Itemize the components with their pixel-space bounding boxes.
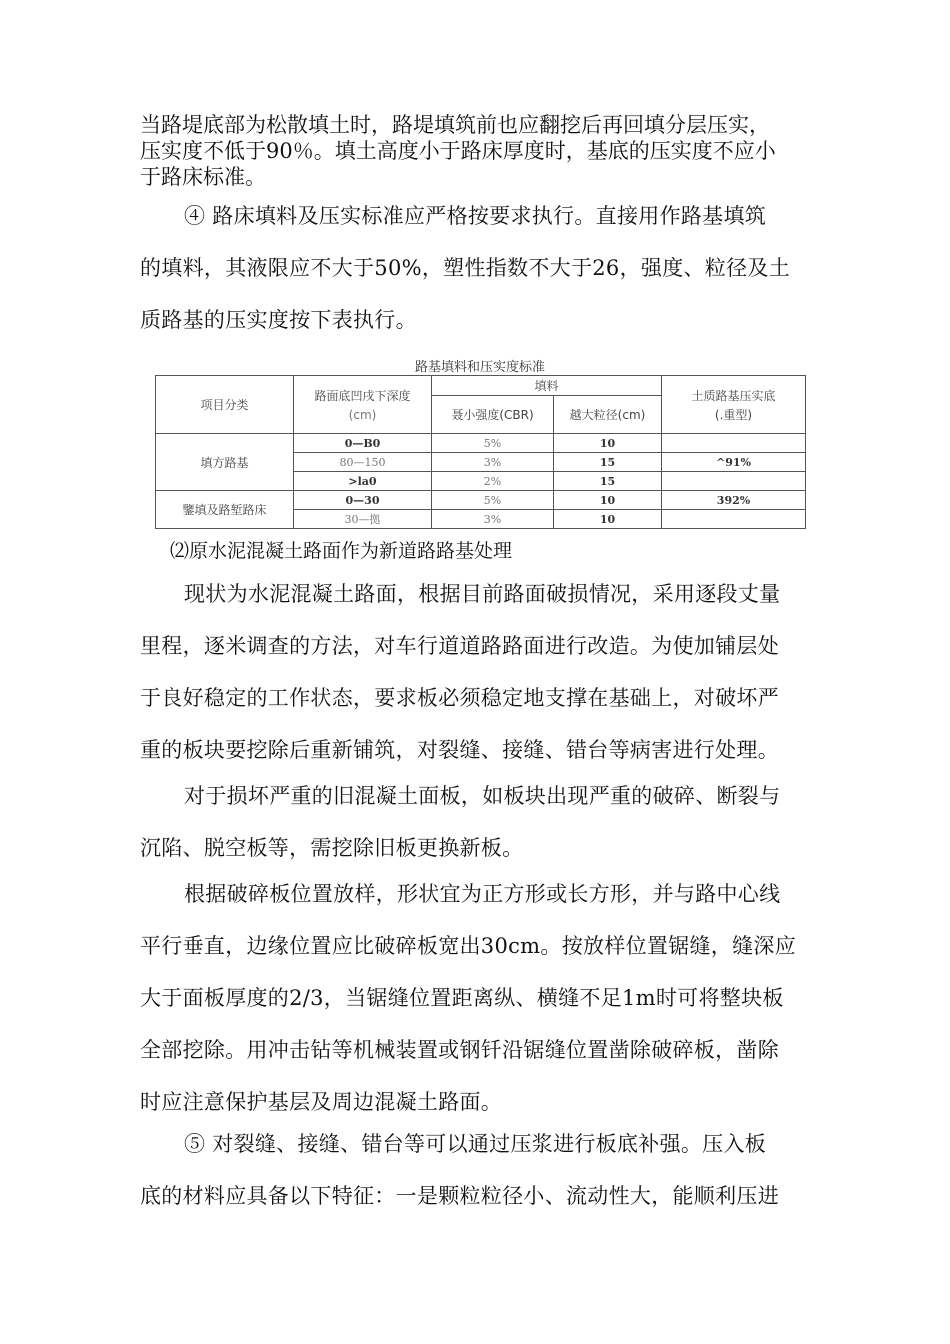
header-compaction-label: 土质路基压实底: [691, 388, 776, 403]
text-line: 重的板块要挖除后重新铺筑，对裂缝、接缝、错台等病害进行处理。: [140, 738, 779, 762]
paragraph-layout-cutting: [140, 868, 830, 1128]
cell-size: 10: [554, 491, 662, 510]
header-depth: [294, 376, 432, 434]
cell-size: 15: [554, 453, 662, 472]
paragraph-damaged-slabs: [140, 770, 830, 874]
cell-depth: 80—150: [294, 453, 432, 472]
cell-depth: 0—30: [294, 491, 432, 510]
cell-cbr: 3%: [432, 510, 554, 529]
cell-compaction: 392%: [662, 491, 806, 510]
group-name: 填方路基: [156, 434, 294, 491]
text-line: 的填料，其液限应不大于50%，塑性指数不大于26，强度、粒径及土: [140, 256, 790, 280]
text-line: 全部挖除。用冲击钻等机械装置或钢钎沿锯缝位置凿除破碎板，凿除: [140, 1038, 779, 1062]
cell-cbr: 2%: [432, 472, 554, 491]
group-name: 鑒填及路堑路床: [156, 491, 294, 529]
header-compaction-sub: (.重型): [714, 407, 753, 422]
table-row: [156, 434, 806, 453]
cell-size: 10: [554, 510, 662, 529]
cell-cbr: 5%: [432, 434, 554, 453]
text-line: 沉陷、脱空板等，需挖除旧板更换新板。: [140, 836, 524, 860]
header-fill: 填料: [432, 376, 662, 396]
cell-depth: 30—拠: [294, 510, 432, 529]
text-line: 根据破碎板位置放样，形状宜为正方形或长方形，并与路中心线: [184, 882, 781, 906]
text-line: 里程，逐米调查的方法，对车行道道路路面进行改造。为使加铺层处: [140, 634, 779, 658]
text-line: 于路床标准。: [140, 165, 266, 189]
header-depth-unit: (cm): [348, 408, 377, 422]
text-line: 底的材料应具备以下特征：一是颗粒粒径小、流动性大，能顺利压进: [140, 1184, 779, 1208]
text-line: 现状为水泥混凝土路面，根据目前路面破损情况，采用逐段丈量: [184, 582, 781, 606]
cell-size: 10: [554, 434, 662, 453]
paragraph-concrete-status: [140, 568, 830, 776]
cell-compaction-empty: [662, 472, 806, 491]
table-header-row: [156, 376, 806, 396]
text-line: 于良好稳定的工作状态，要求板必须稳定地支撑在基础上，对破坏严: [140, 686, 779, 710]
text-line: ⑤ 对裂缝、接缝、错台等可以通过压浆进行板底补强。压入板: [184, 1132, 767, 1156]
header-compaction: [662, 376, 806, 434]
cell-size: 15: [554, 472, 662, 491]
cell-depth: >la0: [294, 472, 432, 491]
text-line: 质路基的压实度按下表执行。: [140, 308, 417, 332]
header-size: 越大粒径(cm): [554, 396, 662, 434]
header-category: 项目分类: [156, 376, 294, 434]
header-depth-label: 路面底凹戌下深度: [314, 389, 411, 403]
text-line: 平行垂直，边缘位置应比破碎板宽出30cm。按放样位置锯缝，缝深应: [140, 934, 796, 958]
table-title: 路基填料和压实度标准: [414, 360, 545, 375]
paragraph-embankment-base: [140, 112, 830, 190]
text-line: 压实度不低于90％。填土高度小于路床厚度时，基底的压实度不应小: [140, 139, 776, 163]
cell-compaction: ^91%: [662, 453, 806, 472]
text-line: 对于损坏严重的旧混凝土面板，如板块出现严重的破碎、断裂与: [184, 784, 781, 808]
paragraph-grouting: [140, 1118, 830, 1222]
text-line: 当路堤底部为松散填土时，路堤填筑前也应翻挖后再回填分层压实，: [140, 113, 770, 137]
cell-compaction-empty: [662, 510, 806, 529]
cell-compaction-empty: [662, 434, 806, 453]
text-line: ④ 路床填料及压实标准应严格按要求执行。直接用作路基填筑: [184, 204, 767, 228]
compaction-standard-table: [155, 375, 806, 529]
text-line: 时应注意保护基层及周边混凝土路面。: [140, 1090, 503, 1114]
cell-depth: 0—B0: [294, 434, 432, 453]
text-line: 大于面板厚度的2/3，当锯缝位置距离纵、横缝不足1m时可将整块板: [140, 986, 784, 1010]
cell-cbr: 3%: [432, 453, 554, 472]
table-row: [156, 491, 806, 510]
paragraph-subgrade-fill: [140, 190, 830, 346]
section-subheading: ⑵原水泥混凝土路面作为新道路路基处理: [170, 540, 513, 562]
header-cbr: 聂小强度(CBR): [432, 396, 554, 434]
cell-cbr: 5%: [432, 491, 554, 510]
